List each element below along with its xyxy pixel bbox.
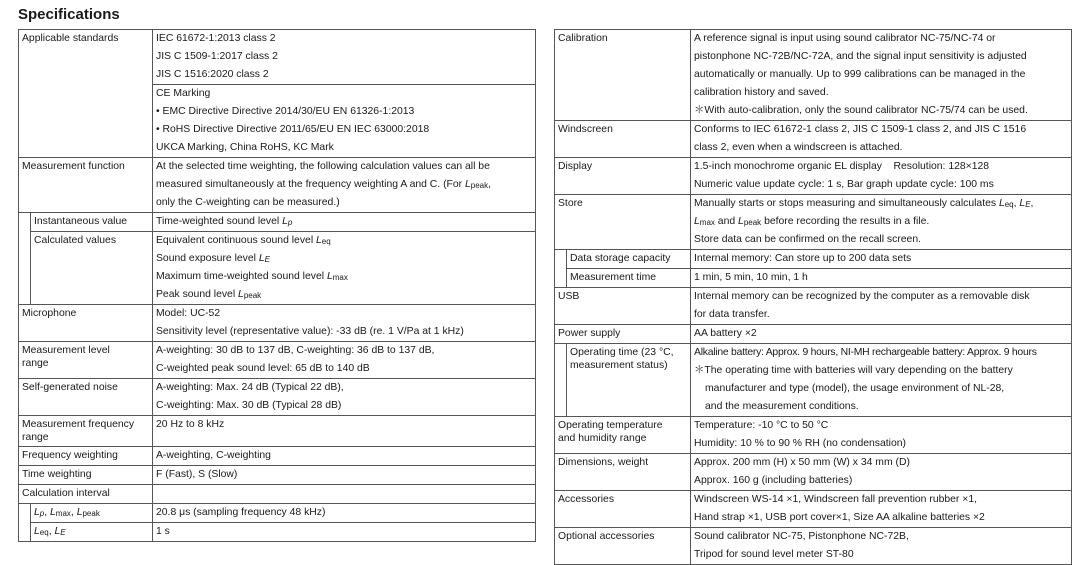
label-freq-range [19, 416, 153, 447]
label-freq-weight: Frequency weighting [19, 447, 153, 466]
text: Maximum time-weighted sound level [156, 271, 327, 282]
value-line: C-weighting: Max. 30 dB (Typical 28 dB) [156, 400, 342, 411]
label-optional-accessories: Optional accessories [555, 528, 691, 565]
row-usb [555, 288, 1072, 325]
indent-spacer [19, 523, 31, 542]
subscript [265, 255, 270, 264]
symbol-l: L [694, 216, 700, 227]
indent-spacer [555, 269, 567, 288]
subscript: eq [1004, 200, 1014, 209]
separator: , [48, 526, 55, 537]
row-display [555, 158, 1072, 195]
row-level-range [19, 342, 536, 379]
value-line: • EMC Directive Directive 2014/30/EU EN 61326-1:2013 [156, 106, 415, 117]
symbol-l: L [50, 507, 56, 518]
row-optional-accessories [555, 528, 1072, 565]
separator: , [44, 507, 51, 518]
label-line: Measurement level [22, 345, 110, 356]
value-line: A reference signal is input using sound calibrator NC-75/NC-74 or [694, 33, 996, 44]
row-standards [19, 30, 536, 85]
value-optional-accessories [691, 528, 1072, 565]
value-line: A-weighting: Max. 24 dB (Typical 22 dB), [156, 382, 344, 393]
row-time-weight [19, 466, 536, 485]
value-calc-interval-2 [153, 523, 536, 542]
label-line: range [22, 432, 49, 443]
value-line [156, 232, 532, 250]
symbol-l: L [238, 289, 244, 300]
value-line [694, 213, 1068, 231]
value-ce [153, 85, 536, 158]
value-line: JIS C 1516:2020 class 2 [156, 69, 269, 80]
spec-table-right [554, 29, 1072, 565]
separator: , [1030, 198, 1034, 209]
value-windscreen [691, 121, 1072, 158]
row-calc-interval [19, 485, 536, 504]
text: Manually starts or stops measuring and simultaneously calculates [694, 198, 999, 209]
subscript: eq [321, 237, 331, 246]
value-line [156, 485, 532, 503]
value-line: CE Marking [156, 88, 211, 99]
subscript: eq [39, 528, 49, 537]
value-line: manufacturer and type (model), the usage environment of NL-28, [705, 383, 1005, 394]
subscript: max [55, 509, 71, 518]
symbol-l: L [1019, 198, 1026, 209]
value-line: Approx. 200 mm (H) x 50 mm (W) x 34 mm (D) [694, 457, 910, 468]
indent-spacer [19, 504, 31, 523]
symbol-l: L [76, 507, 83, 518]
label-meas-func: Measurement function [19, 158, 153, 213]
value-line: Temperature: -10 °C to 50 °C [694, 420, 829, 431]
row-environment [555, 417, 1072, 454]
text: , [488, 179, 492, 190]
value-noise [153, 379, 536, 416]
label-measurement-time: Measurement time [567, 269, 691, 288]
value-accessories [691, 491, 1072, 528]
value-line: Store data can be confirmed on the recall screen. [694, 234, 922, 245]
symbol-p: p [39, 509, 45, 518]
value-line: Model: UC-52 [156, 308, 221, 319]
label-noise: Self-generated noise [19, 379, 153, 416]
value-line: and the measurement conditions. [705, 401, 859, 412]
label-level-range [19, 342, 153, 379]
value-measurement-time [691, 269, 1072, 288]
label-calculated: Calculated values [31, 232, 153, 305]
value-line: JIS C 1509-1:2017 class 2 [156, 51, 278, 62]
subscript [60, 528, 65, 537]
row-storage-capacity [555, 250, 1072, 269]
value-line: F (Fast), S (Slow) [156, 469, 238, 480]
row-instantaneous [19, 213, 536, 232]
row-measurement-time [555, 269, 1072, 288]
value-store [691, 195, 1072, 250]
value-line: • RoHS Directive Directive 2011/65/EU EN IEC 63000:2018 [156, 124, 430, 135]
value-line: ＊The operating time with batteries will vary depending on the battery [694, 365, 1013, 376]
value-line: A-weighting: 30 dB to 137 dB, C-weighting: 36 dB to 137 dB, [156, 345, 435, 356]
label-line: Measurement frequency [22, 419, 135, 430]
indent-spacer [555, 344, 567, 417]
label-calc-interval: Calculation interval [19, 485, 153, 504]
label-calc-interval-2 [31, 523, 153, 542]
subscript: peak [82, 509, 100, 518]
row-calc-interval-2 [19, 523, 536, 542]
symbol-l: L [316, 235, 322, 246]
value-standards [153, 30, 536, 85]
value-line [694, 195, 1068, 213]
symbol-l: L [326, 271, 333, 282]
value-line [156, 213, 532, 231]
symbol-e: E [60, 528, 66, 537]
value-line: class 2, even when a windscreen is attached. [694, 142, 903, 153]
row-calc-interval-1 [19, 504, 536, 523]
value-line: automatically or manually. Up to 999 calibrations can be managed in the [694, 69, 1026, 80]
indent-spacer [19, 232, 31, 305]
value-line: only the C-weighting can be measured.) [156, 197, 340, 208]
value-usb [691, 288, 1072, 325]
value-line: 1 s [156, 526, 170, 537]
symbol-l: L [34, 507, 40, 518]
value-line: 20 Hz to 8 kHz [156, 419, 225, 430]
subscript: peak [470, 181, 489, 190]
value-calibration [691, 30, 1072, 121]
value-line: At the selected time weighting, the following calculation values can all be [156, 161, 490, 172]
spec-table-left [18, 29, 536, 542]
label-dimensions: Dimensions, weight [555, 454, 691, 491]
row-meas-func [19, 158, 536, 213]
value-line: IEC 61672-1:2013 class 2 [156, 33, 276, 44]
value-line: Alkaline battery: Approx. 9 hours, NI-MH rechargeable battery: Approx. 9 hours [694, 347, 1037, 358]
text: Time-weighted sound level [156, 216, 283, 227]
value-line: Windscreen WS-14 ×1, Windscreen fall prevention rubber ×1, [694, 494, 978, 505]
value-freq-weight [153, 447, 536, 466]
value-line: 1.5-inch monochrome organic EL display Resolution: 128×128 [694, 161, 990, 172]
symbol-l: L [34, 526, 40, 537]
symbol-p: p [287, 218, 293, 227]
value-line [156, 176, 532, 194]
value-line: Conforms to IEC 61672-1 class 2, JIS C 1509-1 class 2, and JIS C 1516 [694, 124, 1027, 135]
value-line: pistonphone NC-72B/NC-72A, and the signal input sensitivity is adjusted [694, 51, 1027, 62]
label-line: range [22, 358, 49, 369]
value-line: 20.8 μs (sampling frequency 48 kHz) [156, 507, 326, 518]
value-instantaneous [153, 213, 536, 232]
value-line: 1 min, 5 min, 10 min, 1 h [694, 272, 808, 283]
subscript: max [699, 218, 715, 227]
separator: , [1013, 198, 1020, 209]
value-line [156, 286, 532, 304]
row-accessories [555, 491, 1072, 528]
symbol-l: L [282, 216, 288, 227]
label-display: Display [555, 158, 691, 195]
label-storage-capacity: Data storage capacity [567, 250, 691, 269]
label-instantaneous: Instantaneous value [31, 213, 153, 232]
symbol-e: E [264, 255, 270, 264]
label-power: Power supply [555, 325, 691, 344]
subscript: peak [743, 218, 762, 227]
text: Equivalent continuous sound level [156, 235, 317, 246]
row-calculated [19, 232, 536, 305]
value-display [691, 158, 1072, 195]
value-line: Approx. 160 g (including batteries) [694, 475, 853, 486]
value-microphone [153, 305, 536, 342]
label-environment [555, 417, 691, 454]
value-calc-interval [153, 485, 536, 504]
row-freq-weight [19, 447, 536, 466]
text: before recording the results in a file. [761, 216, 930, 227]
label-line: Operating time (23 °C, [570, 347, 674, 358]
value-storage-capacity [691, 250, 1072, 269]
label-calc-interval-1 [31, 504, 153, 523]
value-time-weight [153, 466, 536, 485]
symbol-l: L [54, 526, 61, 537]
value-environment [691, 417, 1072, 454]
indent-spacer [555, 250, 567, 269]
symbol-l: L [465, 179, 471, 190]
value-line: C-weighted peak sound level: 65 dB to 140 dB [156, 363, 370, 374]
page-title: Specifications [18, 6, 120, 23]
subscript [288, 218, 292, 227]
value-line: ＊With auto-calibration, only the sound calibrator NC-75/74 can be used. [694, 105, 1028, 116]
separator: , [70, 507, 77, 518]
row-dimensions [555, 454, 1072, 491]
value-line: Hand strap ×1, USB port cover×1, Size AA alkaline batteries ×2 [694, 512, 985, 523]
label-store: Store [555, 195, 691, 250]
label-microphone: Microphone [19, 305, 153, 342]
value-freq-range [153, 416, 536, 447]
row-noise [19, 379, 536, 416]
text: measured simultaneously at the frequency weighting A and C. (For [156, 179, 465, 190]
value-power [691, 325, 1072, 344]
label-operating-time [567, 344, 691, 417]
label-usb: USB [555, 288, 691, 325]
row-freq-range [19, 416, 536, 447]
value-line: Sound calibrator NC-75, Pistonphone NC-72B, [694, 531, 909, 542]
value-line [156, 250, 532, 268]
symbol-l: L [258, 253, 265, 264]
value-line: UKCA Marking, China RoHS, KC Mark [156, 142, 334, 153]
text: Sound exposure level [156, 253, 259, 264]
value-dimensions [691, 454, 1072, 491]
subscript: max [332, 273, 348, 282]
value-line: Internal memory: Can store up to 200 data sets [694, 253, 912, 264]
text: and [714, 216, 739, 227]
value-line: Sensitivity level (representative value): -33 dB (re. 1 V/Pa at 1 kHz) [156, 326, 464, 337]
text: Peak sound level [156, 289, 239, 300]
symbol-l: L [738, 216, 744, 227]
value-line: A-weighting, C-weighting [156, 450, 271, 461]
value-calculated [153, 232, 536, 305]
label-line: measurement status) [570, 360, 668, 371]
row-operating-time [555, 344, 1072, 417]
value-line: for data transfer. [694, 309, 770, 320]
value-line: AA battery ×2 [694, 328, 757, 339]
symbol-e: E [1025, 200, 1031, 209]
row-windscreen [555, 121, 1072, 158]
indent-spacer [19, 213, 31, 232]
value-calc-interval-1 [153, 504, 536, 523]
label-accessories: Accessories [555, 491, 691, 528]
row-calibration [555, 30, 1072, 121]
label-windscreen: Windscreen [555, 121, 691, 158]
label-line: Operating temperature [558, 420, 663, 431]
row-microphone [19, 305, 536, 342]
subscript: peak [243, 291, 262, 300]
value-line: Tripod for sound level meter ST-80 [694, 549, 854, 560]
label-calibration: Calibration [555, 30, 691, 121]
value-line: Humidity: 10 % to 90 % RH (no condensation) [694, 438, 906, 449]
label-time-weight: Time weighting [19, 466, 153, 485]
value-level-range [153, 342, 536, 379]
value-meas-func [153, 158, 536, 213]
row-store [555, 195, 1072, 250]
symbol-l: L [998, 198, 1005, 209]
value-line: Internal memory can be recognized by the computer as a removable disk [694, 291, 1030, 302]
value-line: calibration history and saved. [694, 87, 829, 98]
row-power [555, 325, 1072, 344]
label-line: and humidity range [558, 433, 647, 444]
value-line [156, 268, 532, 286]
label-standards: Applicable standards [19, 30, 153, 158]
value-line: Numeric value update cycle: 1 s, Bar graph update cycle: 100 ms [694, 179, 994, 190]
value-operating-time [691, 344, 1072, 417]
